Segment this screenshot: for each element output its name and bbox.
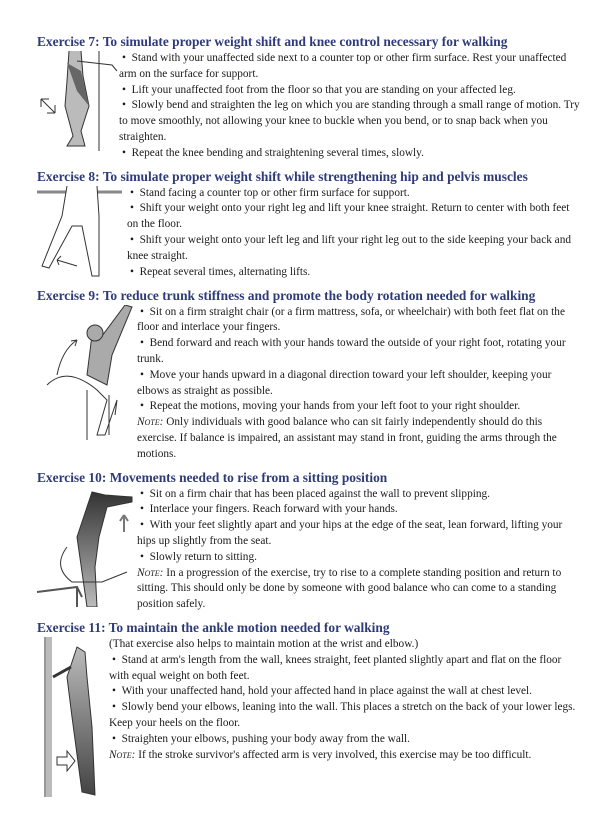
bullet: • Bend forward and reach with your hands toward the outside of your right foot, rotating your trunk. [137, 336, 582, 368]
bullet: • Move your hands upward in a diagonal direction toward your left shoulder, keeping your elbows as straight as possible. [137, 368, 582, 400]
bullet: • Sit on a firm straight chair (or a firm mattress, sofa, or wheelchair) with both feet flat on the floor and interlace your fingers. [137, 305, 582, 337]
bullet: • Repeat several times, alternating lifts. [127, 265, 582, 281]
bullet: • Repeat the knee bending and straightening several times, slowly. [119, 146, 582, 162]
note-text: In a progression of the exercise, try to rise to a complete standing position and return to sitting. This should only be done by someone with good balance who can come to a standing position safely. [137, 566, 562, 611]
exercise-11-title: Exercise 11: To maintain the ankle motion needed for walking [37, 619, 390, 635]
sit-to-stand-illustration [37, 487, 137, 607]
bullet: • Shift your weight onto your right leg and lift your knee straight. Return to center with both feet on the floor. [127, 201, 582, 233]
exercise-9-instructions [137, 305, 582, 463]
leg-lift-illustration [37, 186, 127, 281]
knee-bend-illustration [37, 51, 119, 151]
exercise-10-title: Exercise 10: Movements needed to rise from a sitting position [37, 469, 388, 485]
bullet: • Sit on a firm chair that has been placed against the wall to prevent slipping. [137, 487, 582, 503]
exercise-11-instructions [109, 637, 582, 763]
note-text: If the stroke survivor's affected arm is very involved, this exercise may be too difficult. [138, 748, 532, 761]
exercise-7-instructions [119, 51, 582, 162]
exercise-8-title: Exercise 8: To simulate proper weight shift while strengthening hip and pelvis muscles [37, 168, 528, 184]
intro: (That exercise also helps to maintain motion at the wrist and elbow.) [109, 637, 419, 650]
note [109, 748, 582, 764]
bullet: • With your unaffected hand, hold your affected hand in place against the wall at chest level. [109, 684, 582, 700]
note-label: Note: [109, 748, 136, 761]
bullet: • Interlace your fingers. Reach forward with your hands. [137, 502, 582, 518]
note-label: Note: [137, 416, 164, 429]
bullet: • Shift your weight onto your left leg and lift your right leg out to the side keeping your back and knee straight. [127, 233, 582, 265]
exercise-11-section [37, 620, 582, 797]
bullet: • Slowly return to sitting. [137, 550, 582, 566]
bullet: • Lift your unaffected foot from the floor so that you are standing on your affected leg. [119, 83, 582, 99]
bullet: • Repeat the motions, moving your hands from your left foot to your right shoulder. [137, 399, 582, 415]
exercise-8-section [37, 169, 582, 281]
bullet: • Slowly bend your elbows, leaning into the wall. This places a stretch on the back of your lower legs. Keep your heels on the floor. [109, 700, 582, 732]
bullet: • Stand facing a counter top or other firm surface for support. [127, 186, 582, 202]
wall-stretch-illustration [37, 637, 109, 797]
exercise-8-instructions [127, 186, 582, 281]
exercise-10-section [37, 470, 582, 613]
note-text: Only individuals with good balance who can sit fairly independently should do this exercise. If balance is impaired, an assistant may stand in front, guiding the arms through the motions. [137, 416, 557, 460]
bullet: • Stand with your unaffected side next to a counter top or other firm surface. Rest your unaffected arm on the surface for support. [119, 51, 582, 83]
bullet: • Stand at arm's length from the wall, knees straight, feet planted slightly apart and flat on the floor with equal weight on both feet. [109, 653, 582, 685]
bullet: • Slowly bend and straighten the leg on which you are standing through a small range of motion. Try to move smoothly, not allowing your knee to buckle when you bend, or to snap back when you straighten. [119, 98, 582, 145]
exercise-7-section [37, 34, 582, 162]
note [137, 566, 582, 613]
exercise-10-instructions [137, 487, 582, 613]
trunk-rotation-illustration [37, 305, 137, 445]
note [137, 415, 582, 462]
exercise-7-title: Exercise 7: To simulate proper weight shift and knee control necessary for walking [37, 34, 508, 49]
bullet: • With your feet slightly apart and your hips at the edge of the seat, lean forward, lifting your hips up slightly from the seat. [137, 518, 582, 550]
exercise-9-section [37, 288, 582, 463]
exercise-9-title: Exercise 9: To reduce trunk stiffness and promote the body rotation needed for walking [37, 287, 536, 303]
bullet: • Straighten your elbows, pushing your body away from the wall. [109, 732, 582, 748]
note-label: Note: [137, 566, 164, 579]
